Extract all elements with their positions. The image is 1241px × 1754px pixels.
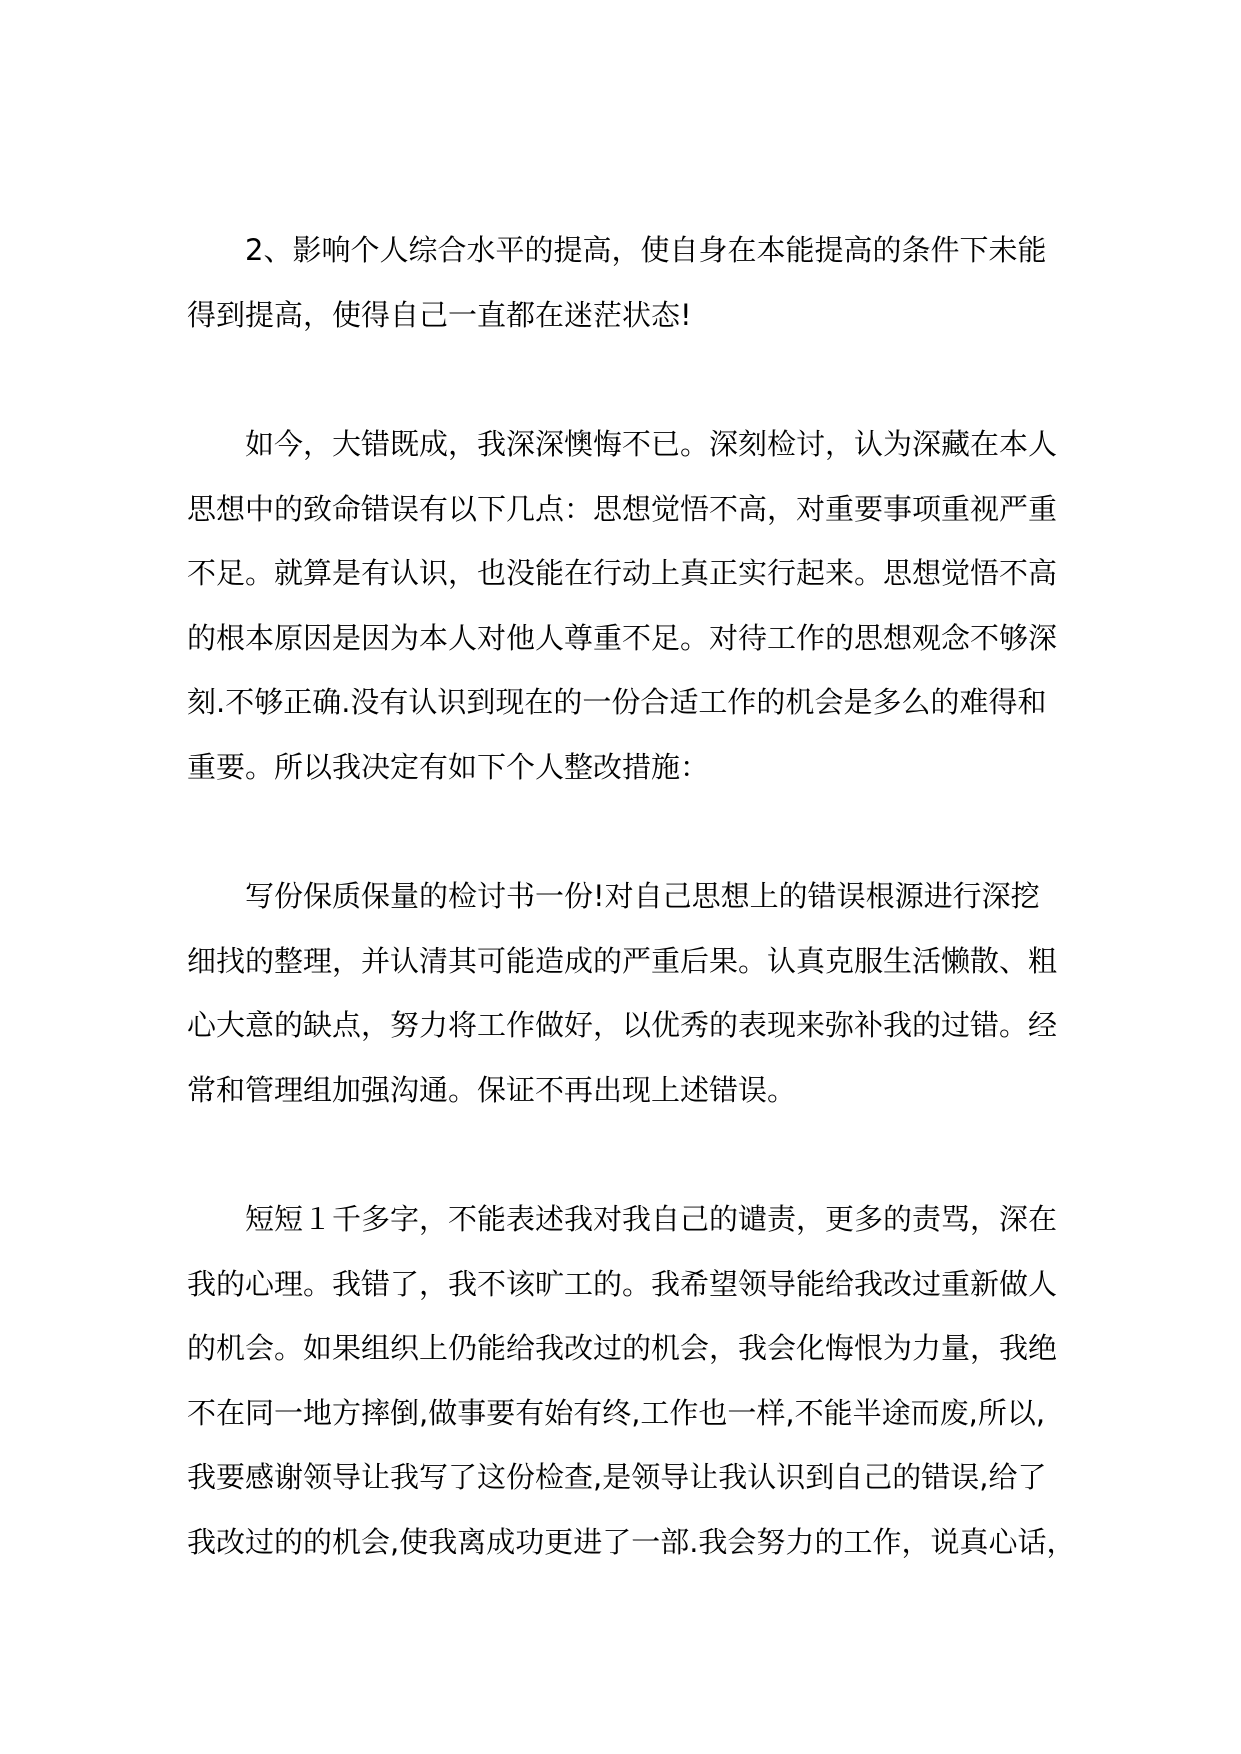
paragraph-line: 思想中的致命错误有以下几点：思想觉悟不高，对重要事项重视严重: [187, 491, 1058, 526]
paragraph-line: 我改过的的机会,使我离成功更进了一部.我会努力的工作，说真心话，: [187, 1524, 1076, 1559]
paragraph-line: 常和管理组加强沟通。保证不再出现上述错误。: [187, 1072, 797, 1107]
paragraph-line: 我的心理。我错了，我不该旷工的。我希望领导能给我改过重新做人: [187, 1266, 1058, 1301]
paragraph-line: 不在同一地方摔倒,做事要有始有终,工作也一样,不能半途而废,所以,: [187, 1395, 1046, 1430]
paragraph-line: 细找的整理，并认清其可能造成的严重后果。认真克服生活懒散、粗: [187, 943, 1058, 978]
paragraph-line: 的根本原因是因为本人对他人尊重不足。对待工作的思想观念不够深: [187, 620, 1058, 655]
paragraph-3: [187, 864, 1057, 1122]
paragraph-line: 的机会。如果组织上仍能给我改过的机会，我会化悔恨为力量，我绝: [187, 1331, 1058, 1366]
paragraph-line: 心大意的缺点，努力将工作做好，以优秀的表现来弥补我的过错。经: [187, 1008, 1058, 1043]
paragraph-line: 刻.不够正确.没有认识到现在的一份合适工作的机会是多么的难得和: [187, 685, 1047, 720]
paragraph-1: [187, 218, 1046, 347]
paragraph-line: 2、影响个人综合水平的提高，使自身在本能提高的条件下未能: [245, 233, 1047, 267]
paragraph-line: 写份保质保量的检讨书一份!对自己思想上的错误根源进行深挖: [245, 879, 1040, 913]
paragraph-line: 得到提高，使得自己一直都在迷茫状态!: [187, 297, 692, 332]
paragraph-line: 短短１千多字，不能表述我对我自己的谴责，更多的责骂，深在: [245, 1202, 1058, 1236]
paragraph-4: [187, 1187, 1075, 1575]
paragraph-line: 重要。所以我决定有如下个人整改措施：: [187, 749, 710, 784]
paragraph-line: 我要感谢领导让我写了这份检查,是领导让我认识到自己的错误,给了: [187, 1460, 1047, 1495]
paragraph-2: [187, 412, 1057, 800]
paragraph-line: 如今，大错既成，我深深懊悔不已。深刻检讨，认为深藏在本人: [245, 427, 1058, 461]
paragraph-line: 不足。就算是有认识，也没能在行动上真正实行起来。思想觉悟不高: [187, 556, 1058, 591]
